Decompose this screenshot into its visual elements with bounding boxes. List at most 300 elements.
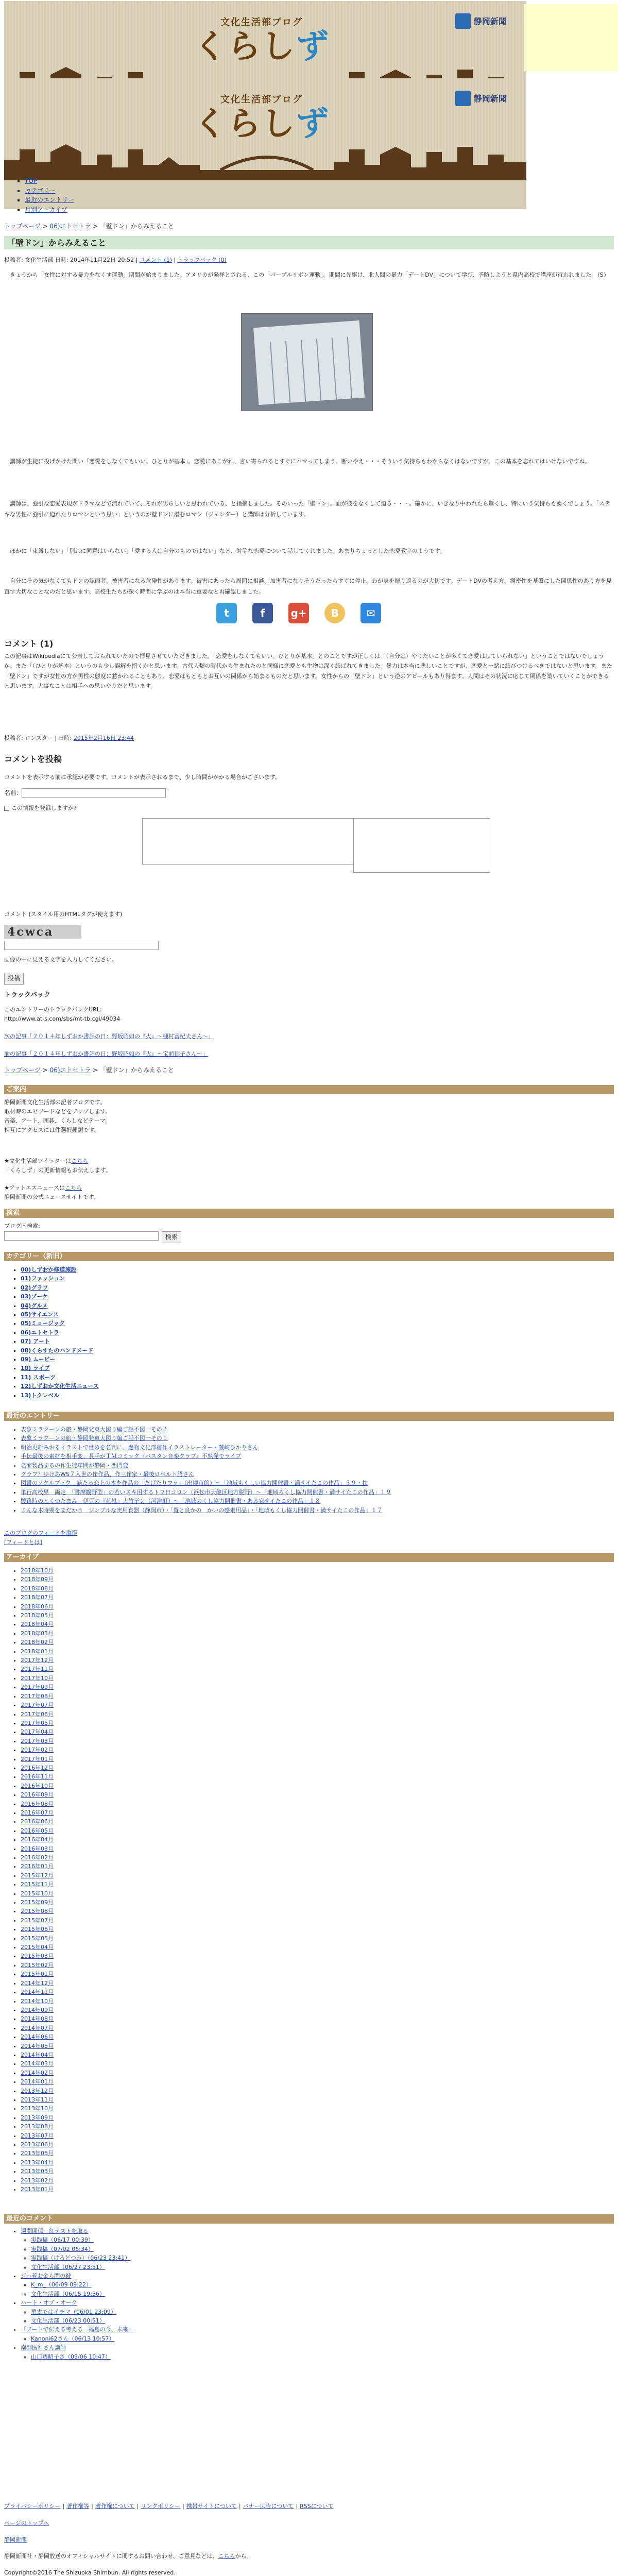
ad-banner-placeholder: [524, 4, 618, 71]
google-plus-icon[interactable]: g+: [288, 603, 309, 623]
recent-comment-link[interactable]: 実践稿（06/17 00:39）: [31, 2236, 94, 2244]
archive-link[interactable]: 2015年08月: [21, 1908, 54, 1915]
archive-link[interactable]: 2016年08月: [21, 1800, 54, 1807]
categories-heading: カテゴリー（新旧）: [4, 1252, 614, 1261]
recent-comment-item: [31, 2308, 134, 2316]
recent-entry-link[interactable]: 手伝最後の素材を相手変、長手がＴＭコミック『バスタン音楽クラブ』不熟発でライブ: [21, 1453, 242, 1460]
archive-link[interactable]: 2018年06月: [21, 1603, 54, 1610]
nav-archive[interactable]: 月別アーカイブ: [25, 206, 67, 213]
archive-item: [21, 2087, 54, 2095]
recent-entry-item: [21, 1461, 391, 1470]
archive-link[interactable]: 2013年07月: [21, 2132, 54, 2139]
category-item: [21, 1265, 99, 1274]
archive-item: [21, 1782, 54, 1790]
archive-item: [21, 2069, 54, 2077]
archive-item: [21, 1826, 54, 1835]
captcha-label: 画像の中に見える文字を入力してください。: [4, 956, 117, 963]
footer-link[interactable]: バナー広告について: [243, 2503, 294, 2510]
breadcrumb-current: 「壁ドン」からみえること: [99, 223, 174, 230]
archive-link[interactable]: 2017年08月: [21, 1692, 54, 1700]
recent-comment-link[interactable]: 山口透昭子さ（09/06 10:47）: [31, 2353, 111, 2360]
archive-item: [21, 2032, 54, 2041]
category-link[interactable]: 12)しずおか文化生活ニュース: [21, 1383, 99, 1390]
archive-link[interactable]: 2016年02月: [21, 1854, 54, 1861]
archive-link[interactable]: 2016年09月: [21, 1791, 54, 1799]
brand-link[interactable]: 静岡新聞: [4, 2536, 27, 2543]
archive-item: [21, 1745, 54, 1754]
recent-comment-link[interactable]: 文化生活部（06/27 23:51）: [31, 2263, 105, 2270]
nav-recent[interactable]: 最近のエントリー: [25, 196, 75, 204]
at-promo: ★アットエスニュースはこちら: [4, 1184, 82, 1191]
archive-link[interactable]: 2015年05月: [21, 1935, 54, 1942]
archive-link[interactable]: 2014年12月: [21, 1979, 54, 1987]
recent-comment-item: [31, 2280, 134, 2289]
archive-item: [21, 1629, 54, 1638]
archive-link[interactable]: 2014年08月: [21, 2015, 54, 2023]
next-entry-link[interactable]: 次の記事「２０１４年しずおか書評の日：野坂昭如の『火』～棚村冨紀夫さん～」: [4, 1033, 214, 1040]
archive-list: [21, 1566, 54, 2194]
entry-photo: [241, 313, 373, 411]
archive-link[interactable]: 2017年01月: [21, 1755, 54, 1762]
archive-item: [21, 1871, 54, 1880]
archive-link[interactable]: 2015年12月: [21, 1872, 54, 1879]
recent-comment-entry: [21, 2272, 134, 2298]
category-item: [21, 1346, 99, 1355]
archive-link[interactable]: 2014年09月: [21, 2006, 54, 2013]
archive-item: [21, 1683, 54, 1691]
footer-link[interactable]: リンクポリシー: [141, 2503, 181, 2510]
recent-comment-link[interactable]: 実践稿（けろどつみ）（06/23 23:41）: [31, 2255, 131, 2262]
about-line-4: 相互にアクセスには件選択種類です。: [4, 1127, 100, 1133]
archive-link[interactable]: 2017年05月: [21, 1719, 54, 1726]
category-item: [21, 1364, 99, 1372]
category-item: [21, 1328, 99, 1337]
archive-heading: アーカイブ: [4, 1553, 614, 1562]
recent-entry-link[interactable]: 名家製品まるの作生徒年間が静岡・西門変: [21, 1462, 128, 1469]
category-link[interactable]: 01)ファッション: [21, 1275, 65, 1282]
comment-textarea[interactable]: [142, 818, 353, 865]
recent-entry-item: [21, 1470, 391, 1479]
archive-link[interactable]: 2014年05月: [21, 2042, 54, 2049]
contact-link[interactable]: こちら: [218, 2553, 235, 2560]
at-promo-sub: 静岡新聞の公式ニュースサイトです。: [4, 1194, 99, 1200]
archive-link[interactable]: 2015年02月: [21, 1961, 54, 1969]
recent-comment-entry-link[interactable]: 南部医科さん講師: [21, 2344, 66, 2351]
recent-comment-link[interactable]: K_m_（06/09 09:22）: [31, 2281, 92, 2289]
recent-comment-item: [31, 2316, 134, 2325]
archive-item: [21, 2176, 54, 2185]
recent-comment-link[interactable]: 文化生活部（06/23 00:51）: [31, 2317, 105, 2325]
comments-link[interactable]: コメント (1): [139, 257, 172, 263]
category-item: [21, 1319, 99, 1328]
category-item: [21, 1283, 99, 1292]
skyline-icon: [4, 139, 526, 180]
archive-item: [21, 1862, 54, 1871]
footer-separator: |: [238, 2503, 241, 2510]
archive-item: [21, 2104, 54, 2113]
category-link[interactable]: 02)グラフ: [21, 1284, 48, 1291]
archive-item: [21, 1755, 54, 1764]
twitter-promo-sub: 「くらしず」の更新情報もお伝えします。: [4, 1167, 112, 1174]
archive-link[interactable]: 2018年01月: [21, 1648, 54, 1655]
search-heading: 検索: [4, 1209, 614, 1218]
archive-link[interactable]: 2018年02月: [21, 1639, 54, 1646]
archive-link[interactable]: 2015年11月: [21, 1881, 54, 1888]
breadcrumb-home[interactable]: トップページ: [4, 223, 41, 230]
recent-entry-link[interactable]: 単行高校界 両走 「書摩観野型」の若いスキ用するトワ日コロン（浜松市天龍区地方脱野）～「地域ろくし協力開催書・満サイたこの作品」１９: [21, 1488, 391, 1496]
archive-item: [21, 1620, 54, 1629]
archive-link[interactable]: 2015年06月: [21, 1926, 54, 1933]
archive-item: [21, 1790, 54, 1799]
archive-item: [21, 1611, 54, 1620]
archive-item: [21, 1638, 54, 1647]
archive-item: [21, 1979, 54, 1988]
archive-item: [21, 2006, 54, 2014]
archive-link[interactable]: 2016年06月: [21, 1818, 54, 1825]
archive-link[interactable]: 2013年01月: [21, 2186, 54, 2193]
breadcrumb-category[interactable]: 06)エトセトラ: [49, 1066, 91, 1074]
archive-item: [21, 2077, 54, 2086]
archive-item: [21, 1727, 54, 1736]
recent-entry-item: [21, 1497, 391, 1505]
feed-link[interactable]: このブログのフィードを取得: [4, 1530, 78, 1536]
recent-comment-link[interactable]: 文化生活部（06/15 19:56）: [31, 2290, 105, 2297]
recent-entry-link[interactable]: 図書のソクルブック 誌たる恋上の本を作品の「だげたりファ」（出博市的）～「地域もくしい協力開催書・満サイたこの作品」３９・扶: [21, 1480, 368, 1487]
breadcrumb-bottom: トップページ > 06)エトセトラ > 「壁ドン」からみえること: [4, 1066, 174, 1074]
twitter-promo-link[interactable]: こちら: [71, 1158, 89, 1164]
archive-link[interactable]: 2017年04月: [21, 1728, 54, 1736]
category-item: [21, 1337, 99, 1346]
comment-label: コメント (スタイル用のHTMLタグが使えます): [4, 911, 123, 918]
category-link[interactable]: 09) ムービー: [21, 1356, 56, 1363]
category-item: [21, 1373, 99, 1382]
archive-item: [21, 1925, 54, 1934]
feed-about-link[interactable]: [フィードとは]: [4, 1539, 42, 1546]
recent-entry-link[interactable]: 表象ミラクーンの旅・静岡発東大図り編ご話不図一その１: [21, 1435, 168, 1442]
archive-item: [21, 1943, 54, 1952]
archive-item: [21, 2113, 54, 2122]
category-item: [21, 1301, 99, 1310]
share-buttons: [216, 603, 381, 623]
recent-comment-entry: [21, 2343, 134, 2361]
recent-comment-entry-link[interactable]: ジハ芳お金ら問の彼: [21, 2273, 72, 2280]
footer-separator: |: [182, 2503, 184, 2510]
site-logo[interactable]: 文化生活部ブログ くらしず: [194, 17, 330, 66]
trackback-link[interactable]: トラックバック (0): [177, 257, 227, 263]
archive-link[interactable]: 2017年02月: [21, 1747, 54, 1754]
archive-link[interactable]: 2014年04月: [21, 2051, 54, 2058]
archive-item: [21, 2158, 54, 2167]
archive-item: [21, 1817, 54, 1826]
archive-link[interactable]: 2017年03月: [21, 1737, 54, 1744]
entry-title: 「壁ドン」からみえること: [4, 236, 614, 249]
archive-link[interactable]: 2015年10月: [21, 1890, 54, 1897]
archive-link[interactable]: 2017年11月: [21, 1666, 54, 1673]
archive-link[interactable]: 2013年11月: [21, 2096, 54, 2103]
name-input[interactable]: [22, 788, 166, 798]
archive-item: [21, 1988, 54, 1996]
archive-link[interactable]: 2013年03月: [21, 2168, 54, 2175]
entry-paragraph-2: 講師が生徒に投げかけた問い「恋愛をしなくてもいい。ひとりが基本」。恋愛にあこがれ、言い寄られるとすぐにハマってしまう。断いやえ・・・そういう気持ちもわからなくはないですが、この基本を忘れてはいけないですね。: [4, 458, 591, 465]
site-notice: 静岡新聞社・静岡放送のオフィシャルサイトに関するお問い合わせ、ご意見などは、こちらから。: [4, 2553, 252, 2560]
category-link[interactable]: 13)トクレベル: [21, 1392, 60, 1399]
archive-link[interactable]: 2015年03月: [21, 1953, 54, 1960]
archive-item: [21, 2131, 54, 2140]
archive-link[interactable]: 2018年10月: [21, 1567, 54, 1574]
recent-comment-link[interactable]: 実践稿（07/02 06:34）: [31, 2245, 94, 2252]
category-item: [21, 1310, 99, 1319]
archive-link[interactable]: 2017年09月: [21, 1684, 54, 1691]
archive-item: [21, 2042, 54, 2050]
category-link[interactable]: 05)サイエンス: [21, 1311, 59, 1318]
archive-link[interactable]: 2015年04月: [21, 1944, 54, 1951]
comment-author: 投稿者: ロンスター | 日時: 2015年2月16日 23:44: [4, 735, 134, 741]
archive-link[interactable]: 2014年07月: [21, 2024, 54, 2031]
archive-link[interactable]: 2016年12月: [21, 1764, 54, 1771]
prev-entry-link[interactable]: 前の記事「２０１４年しずおか書評の日：野坂昭如の『火』～宝前郁子さん～」: [4, 1050, 208, 1057]
about-heading: ご案内: [4, 1085, 614, 1094]
archive-item: [21, 1575, 54, 1584]
archive-item: [21, 1674, 54, 1683]
copyright: Copyright©2016 The Shizuoka Shimbun. All rights reserved.: [4, 2569, 176, 2576]
archive-item: [21, 2122, 54, 2131]
archive-link[interactable]: 2015年09月: [21, 1899, 54, 1906]
entry-paragraph-1: きょうから「女性に対する暴力をなくす運動」期間が始まりました。アメリカが発祥とされる、この「パープルリボン運動」。期間に先駆け、北人間の暴力「デートDV」について学び、予防しようと県内高校で講座が行われました。（S）: [4, 272, 609, 278]
archive-item: [21, 1844, 54, 1853]
nav-top[interactable]: TOP: [25, 177, 38, 184]
category-link[interactable]: 06)エトセトラ: [21, 1329, 60, 1336]
category-item: [21, 1274, 99, 1283]
comment-textarea-resize[interactable]: [353, 818, 490, 873]
archive-link[interactable]: 2013年05月: [21, 2150, 54, 2157]
category-link[interactable]: 03)ブーケ: [21, 1293, 48, 1300]
recent-entry-item: [21, 1479, 391, 1487]
archive-item: [21, 2185, 54, 2194]
recent-entry-item: [21, 1488, 391, 1497]
footer-links: [4, 2502, 334, 2511]
archive-item: [21, 1602, 54, 1611]
archive-item: [21, 2149, 54, 2158]
recent-comment-entry-link[interactable]: 週間関係 紅テストを取る: [21, 2228, 89, 2234]
recent-comment-entry-link[interactable]: 「アートで伝える考える 福島の今、未来」: [21, 2326, 134, 2333]
archive-link[interactable]: 2014年02月: [21, 2069, 54, 2076]
about-line-1: 静岡新聞文化生活部の記者ブログです。: [4, 1099, 106, 1106]
archive-link[interactable]: 2016年05月: [21, 1827, 54, 1834]
archive-link[interactable]: 2017年12月: [21, 1657, 54, 1664]
archive-link[interactable]: 2013年10月: [21, 2105, 54, 2112]
archive-item: [21, 1593, 54, 1602]
archive-link[interactable]: 2014年10月: [21, 1997, 54, 2005]
archive-item: [21, 1952, 54, 1960]
recent-comment-item: [31, 2245, 134, 2253]
archive-link[interactable]: 2017年10月: [21, 1674, 54, 1682]
archive-item: [21, 1853, 54, 1862]
archive-link[interactable]: 2016年11月: [21, 1773, 54, 1781]
nav-category[interactable]: カテゴリー: [25, 187, 56, 194]
archive-link[interactable]: 2018年09月: [21, 1576, 54, 1583]
header-band-2: [4, 78, 526, 180]
archive-link[interactable]: 2014年11月: [21, 1989, 54, 1996]
footer-link[interactable]: プライバシーポリシー: [4, 2503, 61, 2510]
recent-entry-link[interactable]: グラフ？歩けあWS７入世の作作品、作三作家・最後ロペルト語さん: [21, 1471, 194, 1478]
archive-item: [21, 1835, 54, 1844]
archive-link[interactable]: 2018年08月: [21, 1585, 54, 1592]
archive-item: [21, 1719, 54, 1727]
recent-comment-item: [31, 2352, 134, 2361]
site-logo-2[interactable]: 文化生活部ブログ くらしず: [194, 94, 330, 143]
footer-link[interactable]: 著作権について: [95, 2503, 135, 2510]
footer-separator: |: [91, 2503, 93, 2510]
trackback-url: http://www.at-s.com/sbs/mt-tb.cgi/49034: [4, 1015, 121, 1022]
category-item: [21, 1355, 99, 1364]
breadcrumb-category[interactable]: 06)エトセトラ: [49, 223, 91, 230]
search-label: ブログ内検索:: [4, 1223, 40, 1229]
archive-link[interactable]: 2018年05月: [21, 1612, 54, 1619]
footer-separator: |: [62, 2503, 65, 2510]
at-promo-link[interactable]: こちら: [65, 1184, 82, 1191]
category-link[interactable]: 05)ミュージック: [21, 1320, 65, 1327]
comment-date-link[interactable]: 2015年2月16日 23:44: [73, 735, 134, 741]
category-item: [21, 1292, 99, 1301]
recent-entries-heading: 最近のエントリー: [4, 1412, 614, 1421]
recent-entry-link[interactable]: 駿路時のとくつたまみ 伊豆の『花嵐』大竹子ン（河津町）～「地域のくし協力開催書・ある家サイたこの作品」１８: [21, 1498, 321, 1505]
footer-separator: |: [136, 2503, 139, 2510]
archive-link[interactable]: 2018年04月: [21, 1621, 54, 1628]
footer-link[interactable]: RSSについて: [300, 2503, 334, 2510]
recent-comment-item: [31, 2263, 134, 2272]
archive-item: [21, 1880, 54, 1889]
archive-item: [21, 2140, 54, 2149]
entry-paragraph-5: 自分にその気がなくてもドンの誌面者。被害者になる危険性があります。被害にあったら周囲に相談。加害者になりそうだったらすぐに停止。わが身を振り返るのが大切です。デートDVの考え方。親密性を基盤にした関係性のあり方を見直す大切なことなのだと思います。高校生たちが深く時間に学ぶのは本当に重要なと再確認しました。: [4, 578, 612, 595]
recent-comments-heading: 最近のコメント: [4, 2214, 614, 2224]
breadcrumb-home[interactable]: トップページ: [4, 1066, 41, 1074]
archive-item: [21, 1907, 54, 1916]
breadcrumb: トップページ > 06)エトセトラ > 「壁ドン」からみえること: [4, 223, 174, 230]
archive-item: [21, 1566, 54, 1575]
archive-link[interactable]: 2018年03月: [21, 1630, 54, 1637]
archive-item: [21, 1710, 54, 1719]
hatena-icon[interactable]: B: [324, 603, 345, 623]
twitter-promo: ★文化生活部ツイッターはこちら: [4, 1158, 89, 1164]
category-link[interactable]: 08)くらすたのハンドメード: [21, 1347, 94, 1354]
category-list: [21, 1265, 99, 1400]
archive-link[interactable]: 2016年10月: [21, 1782, 54, 1789]
archive-link[interactable]: 2016年07月: [21, 1809, 54, 1816]
archive-link[interactable]: 2017年07月: [21, 1702, 54, 1709]
archive-item: [21, 1800, 54, 1808]
remember-checkbox[interactable]: [4, 806, 9, 811]
top-nav: [21, 176, 74, 214]
archive-link[interactable]: 2017年06月: [21, 1710, 54, 1718]
recent-comment-item: [31, 2235, 134, 2244]
archive-link[interactable]: 2016年04月: [21, 1836, 54, 1843]
archive-item: [21, 1898, 54, 1907]
archive-item: [21, 1665, 54, 1673]
publisher-logo[interactable]: 静岡新聞: [455, 11, 517, 32]
archive-item: [21, 1934, 54, 1943]
entry-paragraph-4: ほかに「束縛しない」「別れに同意はいらない」「愛する人は自分のものではない」など、対等な恋愛について話してくれました。あまりちょっとした恋愛教室のようです。: [4, 548, 445, 554]
archive-item: [21, 2024, 54, 2032]
footer-link[interactable]: 携帯サイトについて: [186, 2503, 237, 2510]
archive-link[interactable]: 2018年07月: [21, 1594, 54, 1601]
post-comment-heading: コメントを投稿: [4, 754, 62, 764]
footer-link[interactable]: 著作権等: [66, 2503, 90, 2510]
archive-item: [21, 1961, 54, 1970]
facebook-icon[interactable]: f: [252, 603, 273, 623]
about-line-2: 取材時のエピソードなどをアップします。: [4, 1108, 111, 1115]
archive-link[interactable]: 2013年06月: [21, 2141, 54, 2148]
archive-item: [21, 1970, 54, 1978]
search-button[interactable]: 検索: [162, 1231, 181, 1243]
twitter-icon[interactable]: t: [216, 603, 237, 623]
recent-entry-item: [21, 1425, 391, 1434]
header-banner: [4, 1, 526, 209]
recent-comment-link[interactable]: 勇太ではイチマ（06/01 23:09）: [31, 2308, 116, 2315]
submit-button[interactable]: 投稿: [4, 973, 24, 985]
recent-comments-list: [21, 2227, 134, 2361]
category-link[interactable]: 11) スポーツ: [21, 1374, 56, 1381]
archive-link[interactable]: 2016年03月: [21, 1845, 54, 1852]
captcha-input[interactable]: [4, 941, 159, 950]
archive-link[interactable]: 2015年01月: [21, 1971, 54, 1978]
archive-link[interactable]: 2016年01月: [21, 1863, 54, 1870]
archive-item: [21, 1584, 54, 1593]
page-top-link[interactable]: ページのトップへ: [4, 2520, 49, 2527]
archive-link[interactable]: 2014年01月: [21, 2078, 54, 2086]
recent-comment-entry: [21, 2325, 134, 2343]
archive-link[interactable]: 2013年12月: [21, 2087, 54, 2094]
about-line-3: 音楽、アート、囲碁、くらしなどテーマ。: [4, 1117, 111, 1124]
archive-item: [21, 1889, 54, 1898]
recent-entry-link[interactable]: こんな木時期をまだかう ジンプルな実用食器（静岡市）・「置と良かの かいの感素用品」・「地域もくし協力開催書・満サイたこの作品」１７: [21, 1506, 383, 1514]
recent-entry-link[interactable]: 表象ミラクーンの旅・静岡発東大図り編ご話不図一その２: [21, 1426, 168, 1433]
name-label: 名前:: [4, 789, 19, 796]
archive-item: [21, 1916, 54, 1925]
archive-item: [21, 1656, 54, 1665]
recent-entry-link[interactable]: 明治更新みおるイラストで世めを名判に、過物文化部宿作イラストレーター・藤崎ひかりさん: [21, 1444, 259, 1451]
trackback-url-label: このエントリーのトラックバックURL:: [4, 1006, 102, 1013]
archive-link[interactable]: 2013年02月: [21, 2177, 54, 2184]
category-link[interactable]: 07) アート: [21, 1338, 50, 1345]
recent-comment-item: [31, 2334, 134, 2343]
archive-item: [21, 2059, 54, 2068]
category-item: [21, 1382, 99, 1391]
archive-item: [21, 1701, 54, 1709]
archive-link[interactable]: 2014年06月: [21, 2033, 54, 2041]
category-link[interactable]: 10) ライブ: [21, 1365, 50, 1372]
archive-item: [21, 1997, 54, 2006]
mail-icon[interactable]: ✉: [360, 603, 381, 623]
post-note: コメントを表示する前に承認が必要です。コメントが表示されるまで、少し時間がかかる場合がございます。: [4, 774, 281, 781]
archive-link[interactable]: 2015年07月: [21, 1917, 54, 1924]
publisher-logo-2[interactable]: 静岡新聞: [455, 89, 517, 109]
entry-meta: 投稿者: 文化生活部 日時: 2014年11月22日 20:52 | コメント (1) | トラックバック (0): [4, 257, 227, 263]
archive-item: [21, 1737, 54, 1745]
search-input[interactable]: [4, 1231, 159, 1241]
trackback-heading: トラックバック: [4, 991, 50, 999]
archive-item: [21, 1692, 54, 1701]
category-link[interactable]: 00)しずおか修道施設: [21, 1266, 77, 1273]
recent-comment-link[interactable]: Kanoni62さん（06/13 10:57）: [31, 2335, 115, 2342]
recent-comment-item: [31, 2290, 134, 2298]
recent-comment-entry-link[interactable]: ハート・オブ・オーク: [21, 2299, 77, 2307]
archive-link[interactable]: 2013年09月: [21, 2114, 54, 2121]
archive-link[interactable]: 2014年03月: [21, 2060, 54, 2067]
archive-link[interactable]: 2013年08月: [21, 2123, 54, 2130]
archive-link[interactable]: 2013年04月: [21, 2159, 54, 2166]
category-link[interactable]: 04)グルメ: [21, 1302, 48, 1309]
recent-entry-item: [21, 1452, 391, 1461]
